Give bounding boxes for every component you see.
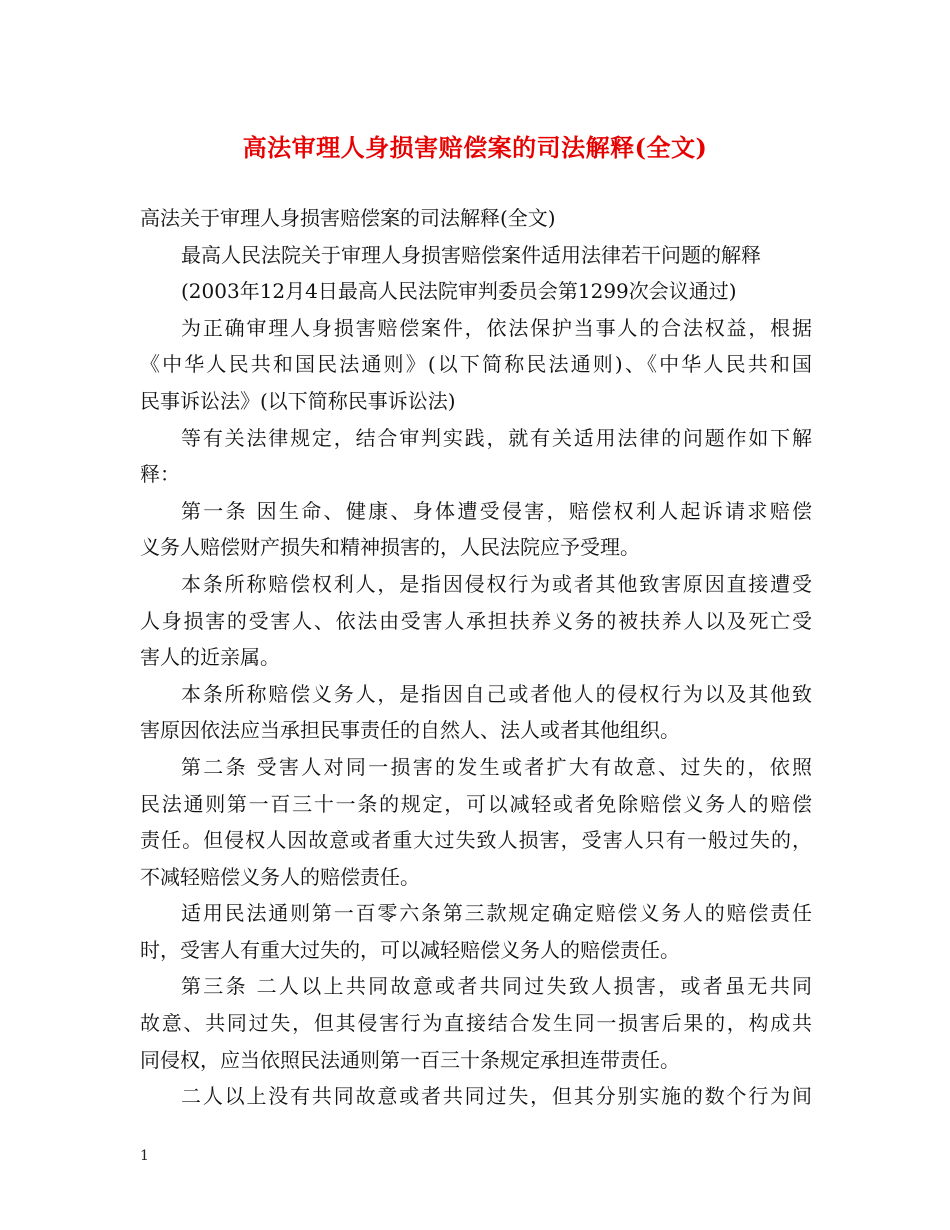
text-line: 为正确审理人身损害赔偿案件，依法保护当事人的合法权益，根据 [181, 315, 812, 340]
text-line: 故意、共同过失，但其侵害行为直接结合发生同一损害后果的，构成共 [140, 1011, 812, 1036]
page-number: 1 [140, 1148, 149, 1164]
text-line: 等有关法律规定，结合审判实践，就有关适用法律的问题作如下解 [181, 425, 812, 450]
text-line: 责任。但侵权人因故意或者重大过失致人损害，受害人只有一般过失的， [140, 828, 812, 853]
text-line: 本条所称赔偿权利人，是指因侵权行为或者其他致害原因直接遭受 [181, 571, 812, 596]
text-line: 同侵权，应当依照民法通则第一百三十条规定承担连带责任。 [140, 1047, 680, 1072]
text-line: 《中华人民共和国民法通则》(以下简称民法通则)、《中华人民共和国 [140, 352, 812, 377]
text-line: (2003年12月4日最高人民法院审判委员会第1299次会议通过) [181, 279, 737, 304]
text-line: 释： [140, 462, 180, 487]
text-line: 害原因依法应当承担民事责任的自然人、法人或者其他组织。 [140, 718, 680, 743]
text-line: 第二条 受害人对同一损害的发生或者扩大有故意、过失的，依照 [181, 754, 812, 779]
text-line: 本条所称赔偿义务人，是指因自己或者他人的侵权行为以及其他致 [181, 681, 812, 706]
text-line: 时，受害人有重大过失的，可以减轻赔偿义务人的赔偿责任。 [140, 937, 680, 962]
text-line: 害人的近亲属。 [140, 645, 280, 670]
text-line: 第三条 二人以上共同故意或者共同过失致人损害，或者虽无共同 [181, 974, 812, 999]
text-line: 适用民法通则第一百零六条第三款规定确定赔偿义务人的赔偿责任 [181, 901, 812, 926]
text-line: 民法通则第一百三十一条的规定，可以减轻或者免除赔偿义务人的赔偿 [140, 791, 812, 816]
document-title: 高法审理人身损害赔偿案的司法解释(全文) [242, 133, 708, 162]
document-body [140, 200, 812, 1115]
text-line: 义务人赔偿财产损失和精神损害的，人民法院应予受理。 [140, 535, 640, 560]
text-line: 第一条 因生命、健康、身体遭受侵害，赔偿权利人起诉请求赔偿 [181, 498, 812, 523]
text-line: 人身损害的受害人、依法由受害人承担扶养义务的被扶养人以及死亡受 [140, 608, 812, 633]
text-line: 不减轻赔偿义务人的赔偿责任。 [140, 864, 420, 889]
text-line: 高法关于审理人身损害赔偿案的司法解释(全文) [140, 206, 556, 230]
text-line: 最高人民法院关于审理人身损害赔偿案件适用法律若干问题的解释 [181, 242, 761, 267]
text-line: 民事诉讼法》(以下简称民事诉讼法) [140, 388, 456, 413]
text-line: 二人以上没有共同故意或者共同过失，但其分别实施的数个行为间 [181, 1084, 812, 1109]
